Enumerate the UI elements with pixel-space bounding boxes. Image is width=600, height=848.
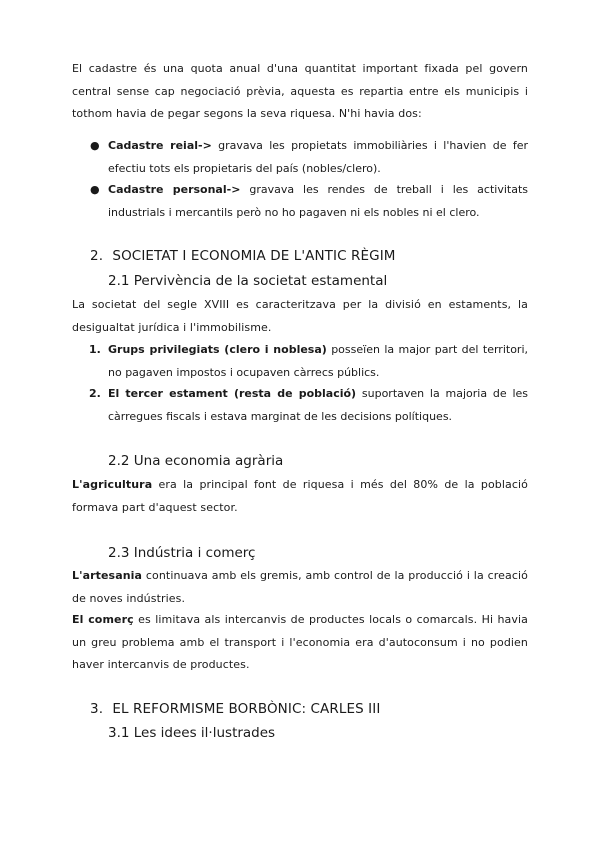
cadastre-personal-term: Cadastre personal-> [108, 183, 241, 196]
list-item [108, 135, 528, 180]
section-3-heading [90, 698, 380, 720]
cadastre-reial-term: Cadastre reial-> [108, 139, 212, 152]
intro-text: El cadastre és una quota anual d'una quantitat important fixada pel govern central sense cap negociació prèvia, aquesta es repartia entre els municipis i tothom havia de pegar segons la seva riquesa. N'hi havia dos: [72, 62, 528, 121]
third-estate-text: suportaven la majoria de les càrregues fiscals i estava marginat de les decisions polítiques. [108, 387, 528, 423]
list-item [108, 339, 528, 384]
subsection-2-1-paragraph [72, 294, 528, 339]
subsection-2-1-text: La societat del segle XVIII es caracteritzava per la divisió en estaments, la desigualtat jurídica i l'immobilisme. [72, 298, 528, 334]
subsection-2-3-heading: 2.3 Indústria i comerç [108, 545, 256, 561]
agriculture-text: era la principal font de riquesa i més del 80% de la població formava part d'aquest sector. [72, 478, 528, 514]
subsection-2-2-paragraph [72, 474, 528, 519]
intro-paragraph [72, 58, 528, 126]
list-item [108, 179, 528, 224]
subsection-2-3-paragraph-2 [72, 609, 528, 677]
list-number: 1. [89, 343, 101, 356]
section-3-title: EL REFORMISME BORBÒNIC: CARLES III [112, 701, 381, 717]
subsection-2-3-paragraph-1 [72, 565, 528, 610]
section-3-number: 3. [90, 701, 104, 717]
cadastre-reial-text: gravava les propietats immobiliàries i l'havien de fer efectiu tots els propietaris del país (nobles/clero). [108, 139, 528, 175]
list-item [108, 383, 528, 428]
bullet-dot: ● [90, 183, 100, 196]
subsection-2-2-heading: 2.2 Una economia agrària [108, 453, 284, 469]
agriculture-term: L'agricultura [72, 478, 153, 491]
subsection-2-1-heading: 2.1 Pervivència de la societat estamental [108, 273, 388, 289]
artesania-term: L'artesania [72, 569, 143, 582]
cadastre-personal-text: gravava les rendes de treball i les activitats industrials i mercantils però no ho pagaven ni els nobles ni el clero. [108, 183, 529, 219]
comerc-term: El comerç [72, 613, 134, 626]
comerc-text: es limitava als intercanvis de productes locals o comarcals. Hi havia un greu problema amb el transport i l'economia era d'autoconsum i no podien haver intercanvis de productes. [72, 613, 528, 672]
section-2-title: SOCIETAT I ECONOMIA DE L'ANTIC RÈGIM [112, 248, 396, 264]
privileged-groups-term: Grups privilegiats (clero i noblesa) [108, 343, 327, 356]
list-number: 2. [89, 387, 101, 400]
section-2-heading [90, 245, 396, 267]
privileged-groups-text: posseïen la major part del territori, no pagaven impostos i ocupaven càrrecs públics. [108, 343, 528, 379]
third-estate-term: El tercer estament (resta de població) [108, 387, 357, 400]
artesania-text: continuava amb els gremis, amb control de la producció i la creació de noves indústries. [72, 569, 528, 605]
subsection-3-1-heading: 3.1 Les idees il·lustrades [108, 725, 276, 741]
bullet-dot: ● [90, 139, 100, 152]
section-2-number: 2. [90, 248, 104, 264]
